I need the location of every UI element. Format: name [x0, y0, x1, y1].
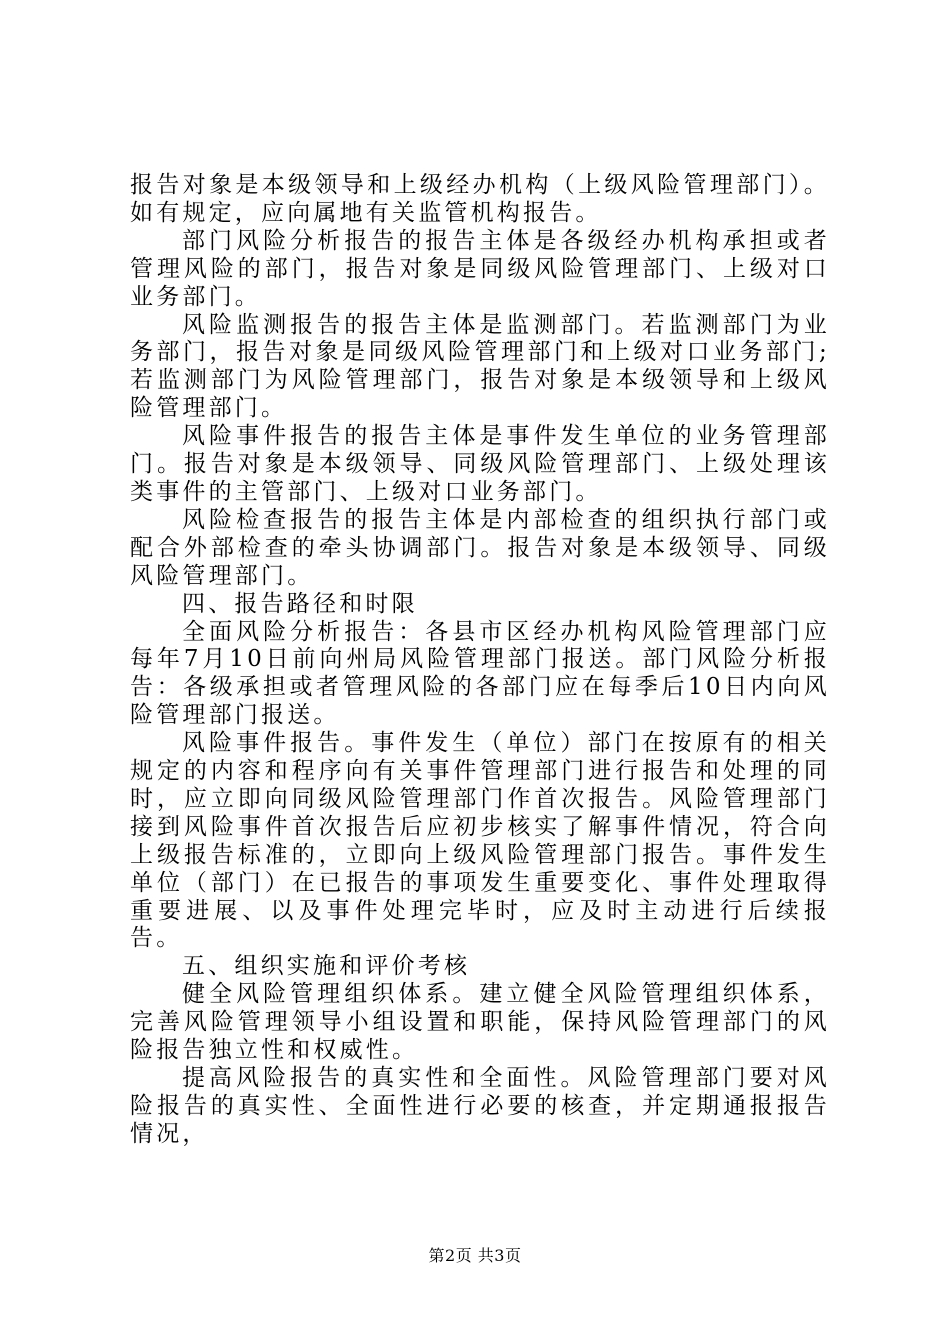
- paragraph: 全面风险分析报告：各县市区经办机构风险管理部门应每年7月10日前向州局风险管理部门报送。部门风险分析报告：各级承担或者管理风险的各部门应在每季后10日内向风险管理部门报送。: [130, 618, 830, 729]
- paragraph: 风险检查报告的报告主体是内部检查的组织执行部门或配合外部检查的牵头协调部门。报告对象是本级领导、同级风险管理部门。: [130, 506, 830, 589]
- paragraph: 风险事件报告的报告主体是事件发生单位的业务管理部门。报告对象是本级领导、同级风险管理部门、上级处理该类事件的主管部门、上级对口业务部门。: [130, 423, 830, 505]
- paragraph: 风险事件报告。事件发生（单位）部门在按原有的相关规定的内容和程序向有关事件管理部门进行报告和处理的同时，应立即向同级风险管理部门作首次报告。风险管理部门接到风险事件首次报告后应初步核实了解事件情况，符合向上级报告标准的，立即向上级风险管理部门报告。事件发生单位（部门）在已报告的事项发生重要变化、事件处理取得重要进展、以及事件处理完毕时，应及时主动进行后续报告。: [130, 730, 830, 952]
- paragraph: 部门风险分析报告的报告主体是各级经办机构承担或者管理风险的部门，报告对象是同级风险管理部门、上级对口业务部门。: [130, 227, 830, 310]
- paragraph: 风险监测报告的报告主体是监测部门。若监测部门为业务部门，报告对象是同级风险管理部门和上级对口业务部门;若监测部门为风险管理部门，报告对象是本级领导和上级风险管理部门。: [130, 311, 830, 422]
- paragraph: 健全风险管理组织体系。建立健全风险管理组织体系，完善风险管理领导小组设置和职能，保持风险管理部门的风险报告独立性和权威性。: [130, 981, 830, 1064]
- section-heading: 五、组织实施和评价考核: [182, 953, 471, 980]
- page-footer: 第2页 共3页: [428, 1246, 522, 1265]
- section-heading: 四、报告路径和时限: [182, 590, 418, 617]
- document-body: [130, 172, 830, 1149]
- paragraph: 报告对象是本级领导和上级经办机构（上级风险管理部门）。如有规定，应向属地有关监管机构报告。: [130, 172, 830, 226]
- paragraph: 提高风险报告的真实性和全面性。风险管理部门要对风险报告的真实性、全面性进行必要的核查，并定期通报报告情况，: [130, 1065, 830, 1147]
